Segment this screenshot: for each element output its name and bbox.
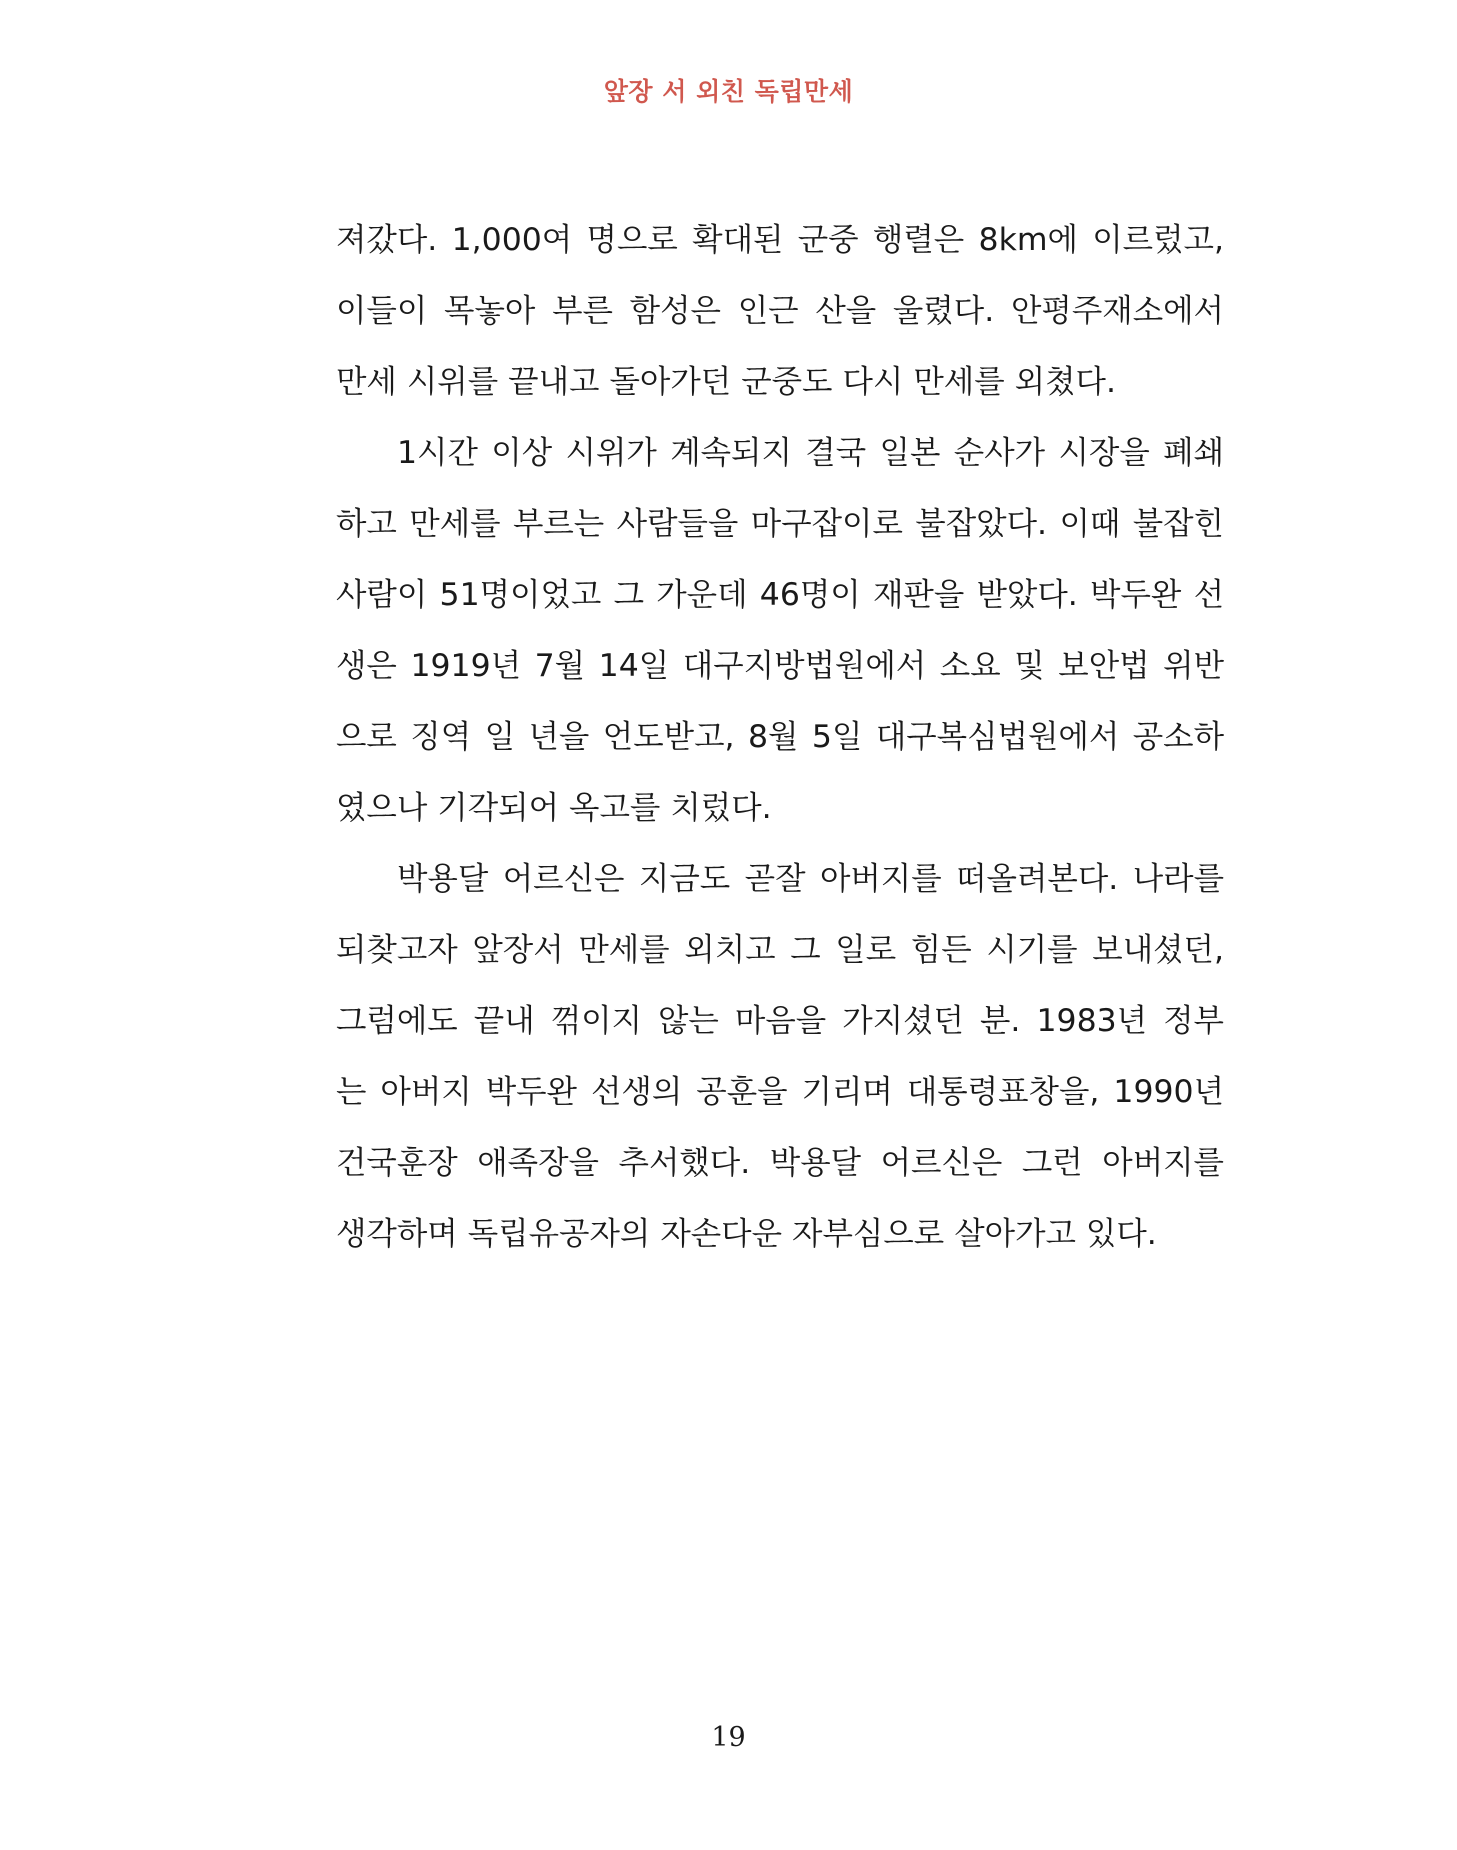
text-line: 되찾고자 앞장서 만세를 외치고 그 일로 힘든 시기를 보내셨던, — [336, 932, 1224, 968]
text-line: 박용달 어르신은 지금도 곧잘 아버지를 떠올려본다. 나라를 — [397, 861, 1224, 897]
body-text — [336, 205, 1224, 1270]
text-line: 그럼에도 끝내 꺾이지 않는 마음을 가지셨던 분. 1983년 정부 — [336, 1003, 1224, 1039]
running-header-title: 앞장 서 외친 독립만세 — [603, 77, 854, 106]
text-line: 였으나 기각되어 옥고를 치렀다. — [336, 790, 772, 826]
text-line: 하고 만세를 부르는 사람들을 마구잡이로 불잡았다. 이때 불잡힌 — [336, 506, 1224, 542]
text-line: 사람이 51명이었고 그 가운데 46명이 재판을 받았다. 박두완 선 — [336, 577, 1224, 613]
page-number: 19 — [711, 1722, 746, 1753]
text-line: 이들이 목놓아 부른 함성은 인근 산을 울렸다. 안평주재소에서 — [336, 293, 1224, 329]
text-line: 으로 징역 일 년을 언도받고, 8월 5일 대구복심법원에서 공소하 — [336, 719, 1224, 755]
text-line: 생각하며 독립유공자의 자손다운 자부심으로 살아가고 있다. — [336, 1216, 1157, 1252]
text-line: 1시간 이상 시위가 계속되지 결국 일본 순사가 시장을 폐쇄 — [397, 435, 1224, 471]
text-line: 는 아버지 박두완 선생의 공훈을 기리며 대통령표창을, 1990년 — [336, 1074, 1224, 1110]
text-line: 만세 시위를 끝내고 돌아가던 군중도 다시 만세를 외쳤다. — [336, 364, 1116, 400]
text-line: 건국훈장 애족장을 추서했다. 박용달 어르신은 그런 아버지를 — [336, 1145, 1224, 1181]
text-line: 져갔다. 1,000여 명으로 확대된 군중 행렬은 8km에 이르렀고, — [336, 222, 1224, 258]
text-line: 생은 1919년 7월 14일 대구지방법원에서 소요 및 보안법 위반 — [336, 648, 1224, 684]
